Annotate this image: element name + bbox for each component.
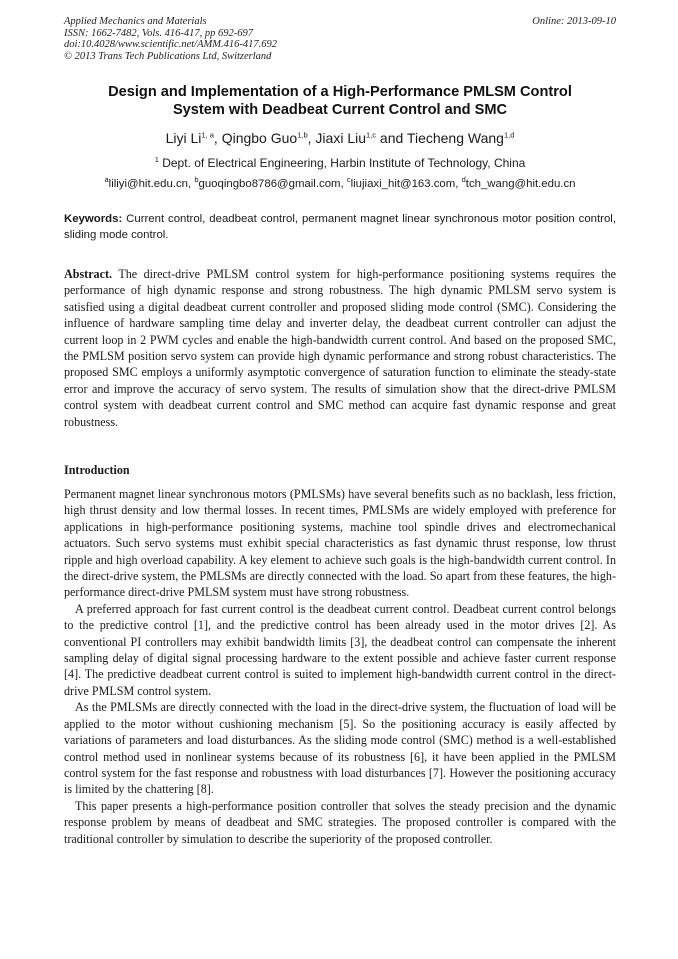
keywords (64, 211, 616, 243)
author: Qingbo Guo$^{1,b}$, (221, 130, 316, 146)
online-date: Online: 2013-09-10 (532, 16, 616, 27)
copyright-line: © 2013 Trans Tech Publications Ltd, Switzerland (64, 50, 272, 62)
author: Jiaxi Liu$^{1,c}$ and (315, 130, 407, 146)
abstract-label: Abstract. (64, 267, 113, 281)
title-line-2: System with Deadbeat Current Control and SMC (172, 102, 508, 118)
author: Liyi Li$^{1, a}$, (165, 130, 222, 146)
title-line-1: Design and Implementation of a High-Performance PMLSM Control (108, 84, 572, 100)
section-heading-introduction: Introduction (64, 463, 130, 477)
paragraph: As the PMLSMs are directly connected with the load in the direct-drive system, the fluctuation of load will be applied to the motor without cushioning mechanism [5]. So the positioning accuracy is easily affected by variations of parameters and load disturbances. As the sliding mode control (SMC) method is a well-established control method used in nonlinear systems because of its robustness [6], it have been applied in the PMLSM control system for the fast response and robustness with load disturbances [7]. However the positioning accuracy is limited by the chattering [8]. (64, 700, 616, 797)
journal-name: Applied Mechanics and Materials (64, 16, 207, 27)
paragraph: Permanent magnet linear synchronous motors (PMLSMs) have several benefits such as no backlash, less friction, high thrust density and low thermal losses. In recent times, PMLSMs are widely employed with preference for applications in high-performance positioning systems, machine tool spindle drives and electromechanical actuators. Such servo systems must exhibit special characteristics as fast dynamic thrust response, low thrust ripple and high overload capability. A key element to achieve such goals is the high-bandwidth current control. In the direct-drive system, the PMLSMs are directly connected with the load. So apart from these features, the high-performance direct-drive PMLSM system must have strong robustness. (64, 487, 616, 600)
introduction-body (64, 486, 616, 847)
email-list: $^a$liliyi@hit.edu.cn, $^b$guoqingbo8786@gmail.com, $^c$liujiaxi_hit@163.com, $^d$tch_wang@hit.edu.cn (104, 175, 576, 190)
author: Tiecheng Wang$^{1,d}$ (406, 130, 515, 146)
author-list (64, 129, 616, 147)
paper-title (64, 83, 616, 119)
affiliation: $^1$ Dept. of Electrical Engineering, Harbin Institute of Technology, China (154, 155, 526, 170)
journal-header (64, 16, 616, 62)
doi-line: doi:10.4028/www.scientific.net/AMM.416-417.692 (64, 39, 277, 50)
keywords-text: Current control, deadbeat control, permanent magnet linear synchronous motor position control, sliding mode control. (64, 213, 616, 241)
email[interactable]: $^a$liliyi@hit.edu.cn (104, 175, 188, 190)
email[interactable]: $^c$liujiaxi_hit@163.com (346, 175, 456, 190)
email[interactable]: $^b$guoqingbo8786@gmail.com (194, 175, 341, 190)
keywords-label: Keywords: (64, 213, 123, 225)
abstract-text: The direct-drive PMLSM control system for high-performance positioning systems requires the performance of high dynamic response and strong robustness. The high dynamic PMLSM servo system is satisfied using a digital deadbeat current controller and proposed sliding mode control (SMC). Considering the influence of hardware sampling time delay and inverter delay, the deadbeat current controller can adjust the current loop in 2 PWM cycles and enable the high-bandwidth current control. And based on the proposed SMC, the PMLSM position servo system can provide high dynamic performance and strong robust characteristics. The proposed SMC employs a uniformly asymptotic convergence of saturation function to eliminate the steady-state error and improve the accuracy of servo system. The results of simulation show that the direct-drive PMLSM control system with deadbeat current control and SMC method can acquire fast dynamic response and great robustness. (64, 267, 616, 429)
paragraph: A preferred approach for fast current control is the deadbeat current control. Deadbeat current control belongs to the predictive control [1], and the predictive control has been already used in the motor drives [2]. As conventional PI controllers may exhibit bandwidth limits [3], the deadbeat control can compensate the inherent sampling delay of digital signal processing hardware to the extent possible and achieve faster current response [4]. The predictive deadbeat current control is suited to implement high-bandwidth current control in the direct-drive PMLSM control system. (64, 601, 616, 698)
abstract (64, 266, 616, 430)
paragraph: This paper presents a high-performance position controller that solves the steady precision and the dynamic response problem by means of deadbeat and SMC strategies. The proposed controller is compared with the traditional controller by simulation to describe the superiority of the proposed controller. (64, 798, 616, 846)
email[interactable]: $^d$tch_wang@hit.edu.cn (461, 175, 576, 190)
issn-line: ISSN: 1662-7482, Vols. 416-417, pp 692-697 (64, 27, 253, 39)
